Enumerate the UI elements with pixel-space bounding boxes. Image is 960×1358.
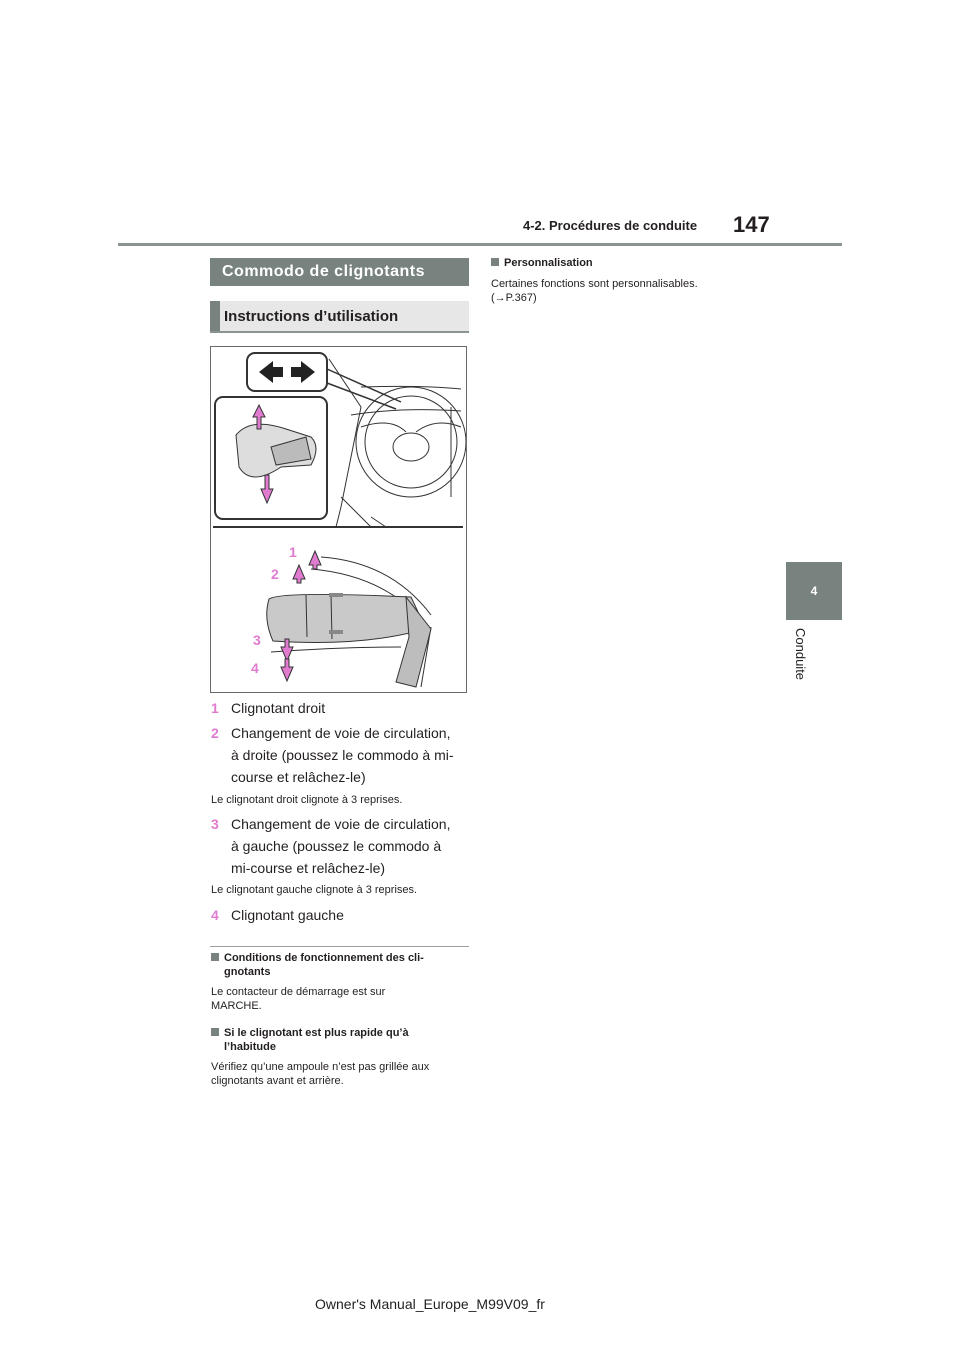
faster-title-line: Si le clignotant est plus rapide qu’à [224,1027,409,1039]
square-bullet-icon [491,258,499,266]
customization-reference-link[interactable]: (→P.367) [491,292,537,304]
callout-arrow-1 [309,551,321,569]
conditions-title-line: gnotants [224,966,271,978]
customization-title-text: Personnalisation [504,257,593,269]
item-line: Clignotant droit [231,700,326,716]
item-text [231,813,467,879]
faster-title-line: l’habitude [224,1041,276,1053]
separator-rule [210,946,469,947]
sub-heading-rule [210,331,469,333]
conditions-body-line: Le contacteur de démarrage est sur [211,986,386,998]
item-line: Changement de voie de circulation, [231,816,451,832]
list-item [211,813,469,879]
item-number: 2 [211,725,219,741]
item-text [231,904,467,926]
customization-title [491,256,751,270]
sub-heading: Instructions d’utilisation [210,301,469,331]
callout-4: 4 [251,660,259,676]
header-rule [118,243,842,246]
faster-body-line: clignotants avant et arrière. [211,1075,344,1087]
conditions-title [211,951,469,979]
faster-body [211,1060,469,1088]
item-line: Changement de voie de circulation, [231,725,451,741]
item-number: 1 [211,700,219,716]
conditions-body-line: MARCHE. [211,1000,262,1012]
customization-body-line: Certaines fonctions sont personnalisables. [491,278,698,290]
callout-3: 3 [253,632,261,648]
main-heading: Commodo de clignotants [210,258,469,286]
item-number: 4 [211,907,219,923]
callout-arrow-4 [281,659,293,681]
item-line: à droite (poussez le commodo à mi- [231,747,454,763]
chapter-tab: 4 [786,562,842,620]
item-text [231,722,467,788]
item-number: 3 [211,816,219,832]
note-left-blink: Le clignotant gauche clignote à 3 reprises. [211,884,418,896]
list-item [211,904,469,926]
faster-title [211,1026,469,1054]
customization-section [491,256,751,305]
conditions-section [211,951,469,1013]
square-bullet-icon [211,1028,219,1036]
chapter-title: Conduite [793,628,808,681]
section-label: 4-2. Procédures de conduite [523,218,698,233]
lever-illustration [210,346,467,693]
item-line: course et relâchez-le) [231,769,366,785]
lever-stalk [267,594,426,642]
callout-2: 2 [271,566,279,582]
list-item [211,722,469,788]
callout-1: 1 [289,544,297,560]
item-line: mi-course et relâchez-le) [231,860,386,876]
note-right-blink: Le clignotant droit clignote à 3 reprises. [211,794,403,806]
page-number: 147 [733,212,770,237]
item-line: à gauche (poussez le commodo à [231,838,442,854]
callout-arrow-2 [293,565,305,583]
lever-illustration-svg [211,347,466,692]
conditions-title-line: Conditions de fonctionnement des cli- [224,952,424,964]
list-item [211,697,469,719]
square-bullet-icon [211,953,219,961]
item-text [231,697,467,719]
conditions-body [211,985,469,1013]
faster-section [211,1026,469,1088]
faster-body-line: Vérifiez qu’une ampoule n’est pas grillée aux [211,1061,430,1073]
item-line: Clignotant gauche [231,907,344,923]
footer-text: Owner's Manual_Europe_M99V09_fr [315,1296,545,1312]
customization-body [491,277,751,305]
